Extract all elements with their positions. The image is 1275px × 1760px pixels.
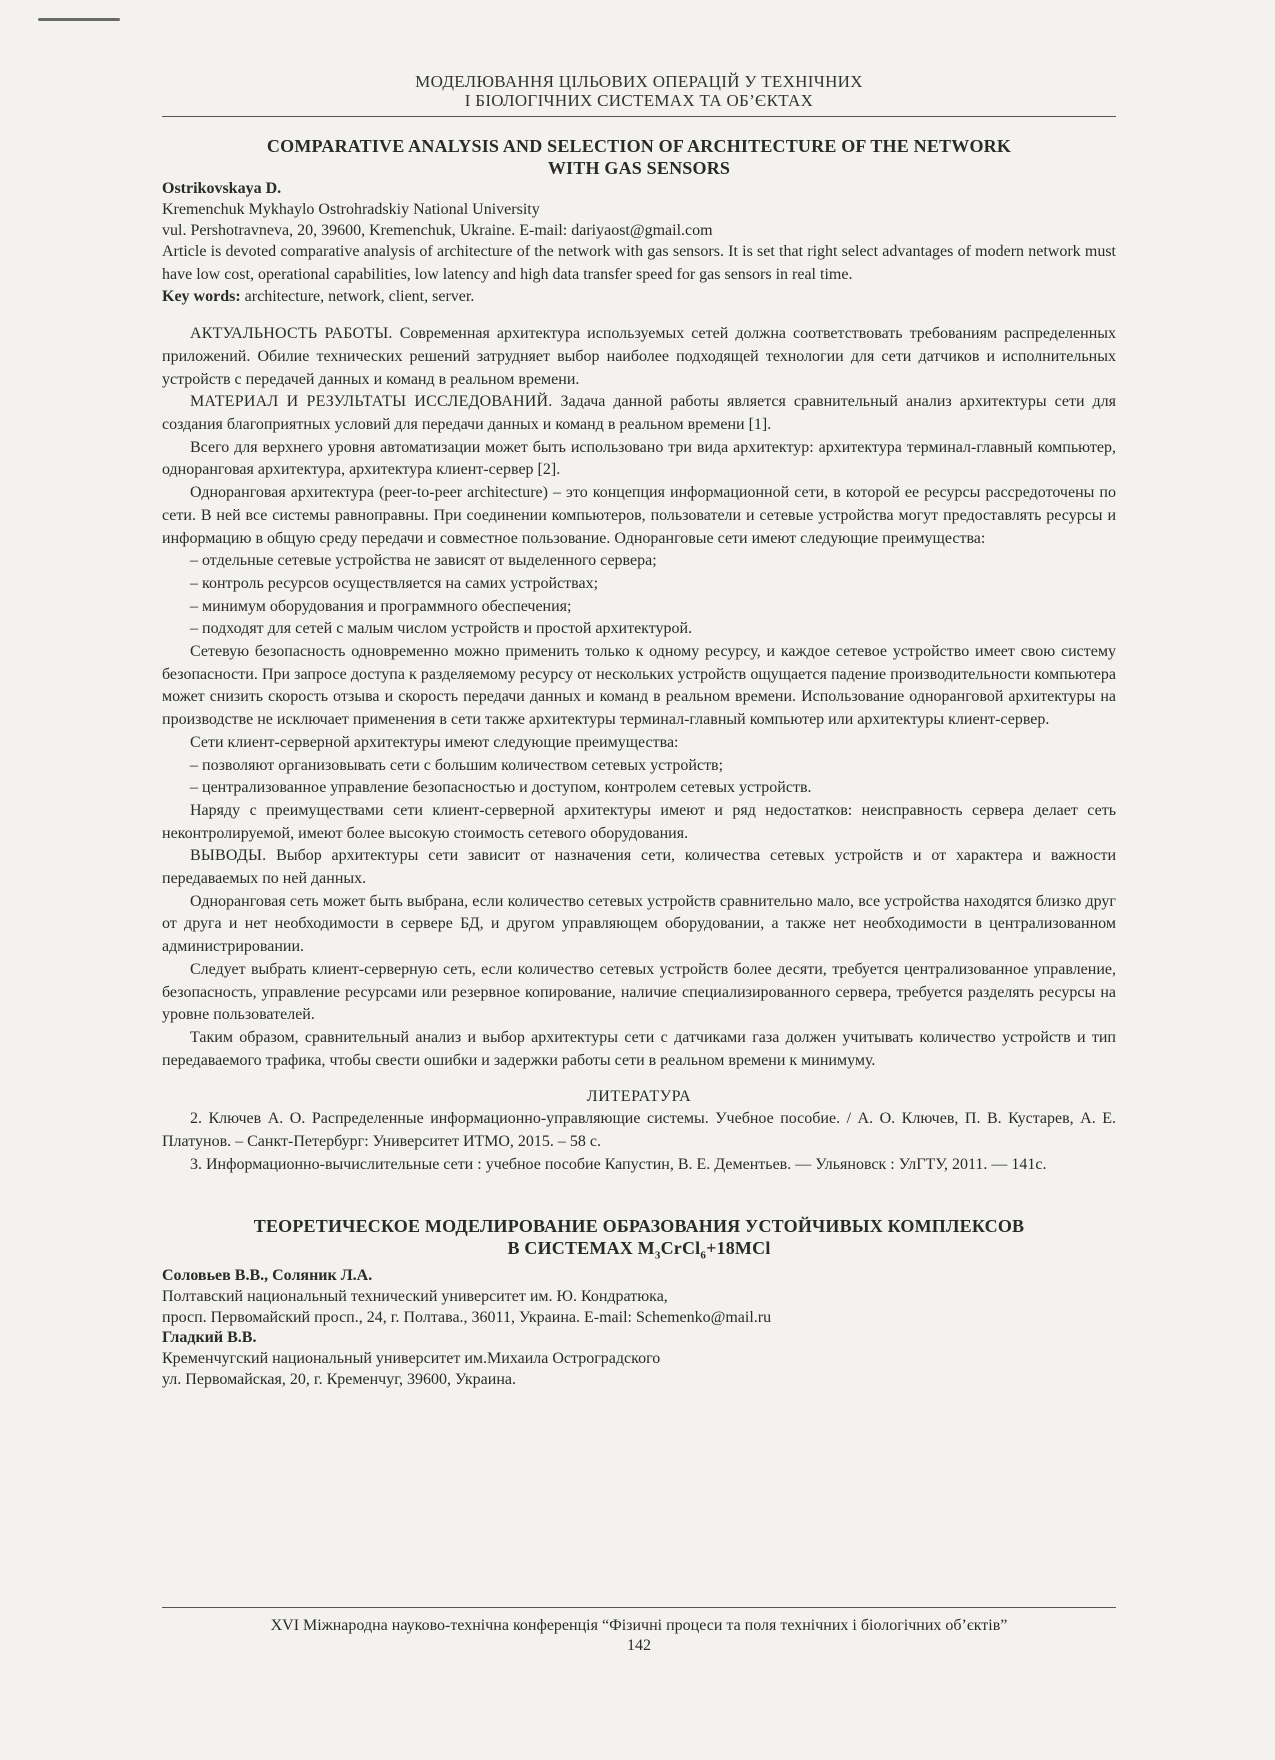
- p2p-item-2: – контроль ресурсов осуществляется на самих устройствах;: [190, 574, 599, 592]
- article-1-abstract: Article is devoted comparative analysis of architecture of the network with gas sensors. It is set that right select advantages of modern network must have low cost, operational capabilities, low latency and high data transfer speed for gas sensors in real time.: [162, 243, 1116, 283]
- title-part-b: CrCl: [660, 1237, 701, 1258]
- article-2-address-2: ул. Первомайская, 20, г. Кременчуг, 39600, Украина.: [162, 1371, 516, 1389]
- article-1-affiliation: Kremenchuk Mykhaylo Ostrohradskiy National University: [162, 201, 540, 218]
- cs-item-2: – централизованное управление безопасностью и доступом, контролем сетевых устройств.: [190, 779, 812, 797]
- materials-paragraph: [162, 391, 1116, 436]
- reference-3: 3. Информационно-вычислительные сети : учебное пособие Капустин, В. Е. Дементьев. — Ульяновск : УлГТУ, 2011. — 141с.: [190, 1155, 1047, 1173]
- running-head-line-2: І БІОЛОГІЧНИХ СИСТЕМАХ ТА ОБ’ЄКТАХ: [464, 91, 814, 110]
- article-2-title-line-1: ТЕОРЕТИЧЕСКОЕ МОДЕЛИРОВАНИЕ ОБРАЗОВАНИЯ УСТОЙЧИВЫХ КОМПЛЕКСОВ: [253, 1215, 1025, 1236]
- literature-heading: ЛИТЕРАТУРА: [586, 1088, 692, 1106]
- cs-item-1: – позволяют организовывать сети с большим количеством сетевых устройств;: [190, 756, 724, 774]
- article-1-title-line-2: WITH GAS SENSORS: [547, 158, 731, 178]
- conclusions-text: Выбор архитектуры сети зависит от назначения сети, количества сетевых устройств и от характера и важности передаваемых по ней данных.: [162, 847, 1117, 888]
- page-number: 142: [627, 1637, 651, 1654]
- conference-name: XVI Міжнародна науково-технічна конференція “Фізичні процеси та поля технічних і біологічних об’єктів”: [270, 1617, 1008, 1634]
- reference-2: 2. Ключев А. О. Распределенные информационно-управляющие системы. Учебное пособие. / А. О. Ключев, П. В. Кустарев, А. Е. Платунов. – Санкт-Петербург: Университет ИТМО, 2015. – 58 с.: [162, 1110, 1116, 1151]
- keywords-text: architecture, network, client, server.: [244, 288, 475, 306]
- footer-rule: [162, 1607, 1116, 1608]
- choose-cs-paragraph: Следует выбрать клиент-серверную сеть, если количество сетевых устройств более десяти, требуется централизованное управление, безопасность, управление ресурсами или резервное копирование, наличие специализированного сервера, требуется разделять ресурсы на уровне пользователей.: [162, 960, 1116, 1024]
- header-rule: [162, 116, 1116, 117]
- architectures-paragraph: Всего для верхнего уровня автоматизации может быть использовано три вида архитектур: архитектура терминал-главный компьютер, одноранговая архитектура, архитектура клиент-сервер [2].: [162, 438, 1116, 479]
- article-1-title-line-1: COMPARATIVE ANALYSIS AND SELECTION OF ARCHITECTURE OF THE NETWORK: [266, 136, 1012, 156]
- article-2-address-1: просп. Первомайский просп., 24, г. Полтава., 36011, Украина. E-mail: Schemenko@mail.ru: [162, 1309, 772, 1327]
- client-server-paragraph: Сети клиент-серверной архитектуры имеют следующие преимущества:: [190, 733, 679, 751]
- title-sub-1: 3: [654, 1249, 661, 1262]
- choose-p2p-paragraph: Одноранговая сеть может быть выбрана, если количество сетевых устройств сравнительно мало, все устройства находятся близко друг от друга и нет необходимости в сервере БД, и другом управляющем оборудовании, а также нет необходимости в централизованном администрировании.: [162, 892, 1116, 956]
- materials-heading: МАТЕРИАЛ И РЕЗУЛЬТАТЫ ИССЛЕДОВАНИЙ.: [190, 393, 553, 411]
- article-1-title: [162, 135, 1116, 179]
- title-part-a: В СИСТЕМАХ M: [507, 1237, 655, 1258]
- conclusions-paragraph: [162, 845, 1116, 890]
- relevance-text: Современная архитектура используемых сетей должна соответствовать требованиям распределенных приложений. Обилие технических решений затрудняет выбор наиболее подходящей технологии для сети датчиков и исполнительных устройств с передачей данных и команд в реальном времени.: [162, 325, 1117, 388]
- relevance-heading: АКТУАЛЬНОСТЬ РАБОТЫ.: [190, 325, 393, 343]
- article-2-affiliation-1: Полтавский национальный технический университет им. Ю. Кондратюка,: [162, 1288, 668, 1306]
- page-footer: [162, 1607, 1116, 1656]
- p2p-paragraph: Одноранговая архитектура (peer-to-peer architecture) – это концепция информационной сети, в которой ее ресурсы рассредоточены по сети. В ней все системы равноправны. При соединении компьютеров, пользователи и сетевые устройства могут предоставлять ресурсы и информацию в общую среду передачи и совместное пользование. Одноранговые сети имеют следующие преимущества:: [162, 484, 1116, 547]
- p2p-item-4: – подходят для сетей с малым числом устройств и простой архитектурой.: [190, 620, 693, 638]
- article-2-title: [162, 1215, 1116, 1267]
- relevance-paragraph: [162, 323, 1116, 391]
- article-2-title-line-2: [162, 1237, 1116, 1267]
- article-1-address: vul. Pershotravneva, 20, 39600, Kremenchuk, Ukraine. E-mail: dariyaost@gmail.com: [162, 222, 713, 239]
- title-part-c: +18MCl: [706, 1237, 771, 1258]
- article-1-author: Ostrikovskaya D.: [162, 180, 282, 197]
- article-1-keywords: [162, 286, 1116, 307]
- article-2-authors-1: Соловьев В.В., Соляник Л.А.: [162, 1267, 373, 1285]
- page-content: [162, 72, 1116, 1390]
- title-sub-2: 6: [700, 1249, 707, 1262]
- keywords-label: Key words:: [162, 288, 241, 306]
- p2p-item-3: – минимум оборудования и программного обеспечения;: [190, 597, 572, 615]
- final-paragraph: Таким образом, сравнительный анализ и выбор архитектуры сети с датчиками газа должен учитывать количество устройств и тип передаваемого трафика, чтобы свести ошибки и задержки работы сети в реальном времени к минимуму.: [162, 1028, 1116, 1069]
- running-head-line-1: МОДЕЛЮВАННЯ ЦІЛЬОВИХ ОПЕРАЦІЙ У ТЕХНІЧНИХ: [415, 72, 863, 91]
- cs-drawbacks-paragraph: Наряду с преимуществами сети клиент-серверной архитектуры имеют и ряд недостатков: неисправность сервера делает сеть неконтролируемой, имеют более высокую стоимость сетевого оборудования.: [162, 801, 1116, 842]
- article-2-authors-2: Гладкий В.В.: [162, 1329, 257, 1347]
- security-paragraph: Сетевую безопасность одновременно можно применить только к одному ресурсу, и каждое сетевое устройство имеет свою систему безопасности. При запросе доступа к разделяемому ресурсу от нескольких устройств ощущается падение производительности компьютера может снизить скорость отзыва и скорость передачи данных и команд в реальном времени. Использование одноранговой архитектуры на производстве не исключает применения в сети также архитектуры терминал-главный компьютер или архитектуры клиент-сервер.: [162, 643, 1116, 729]
- materials-text: Задача данной работы является сравнительный анализ архитектуры сети для создания благоприятных условий для передачи данных и команд в реальном времени [1].: [162, 393, 1117, 433]
- p2p-item-1: – отдельные сетевые устройства не зависят от выделенного сервера;: [190, 552, 657, 570]
- scan-mark: [38, 18, 120, 21]
- conclusions-heading: ВЫВОДЫ.: [190, 847, 267, 865]
- article-2-affiliation-2: Кременчугский национальный университет им.Михаила Остроградского: [162, 1350, 661, 1368]
- running-head: [162, 72, 1116, 110]
